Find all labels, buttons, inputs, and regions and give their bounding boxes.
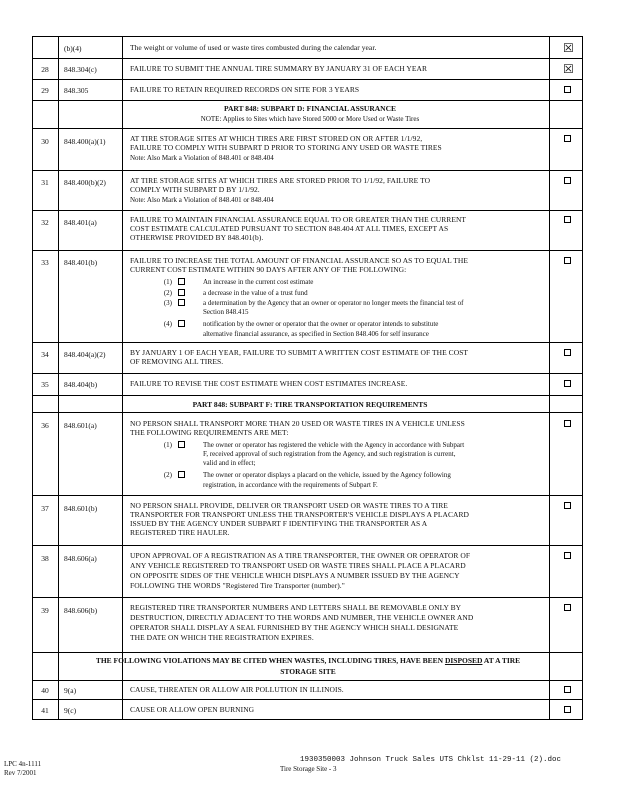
subitem-number: (3): [163, 299, 172, 307]
row-checkbox[interactable]: [564, 502, 571, 509]
part-d-title: PART 848: SUBPART D: FINANCIAL ASSURANCE: [223, 104, 397, 113]
row-text: REGISTERED TIRE HAULER.: [130, 528, 230, 537]
part-f-title: PART 848: SUBPART F: TIRE TRANSPORTATION REQUIREMENTS: [192, 400, 428, 409]
row-text: OTHERWISE PROVIDED BY 848.401(b).: [130, 233, 264, 242]
row-section: 848.606(a): [64, 554, 97, 563]
row-section: 848.400(b)(2): [64, 178, 106, 187]
row-note: Note: Also Mark a Violation of 848.401 or 848.404: [130, 196, 274, 204]
subitem-text: F, received approval of such registration from the Agency, and such registration is current,: [203, 450, 456, 458]
grid-line-num: [58, 36, 59, 719]
row-section: 848.606(b): [64, 606, 98, 615]
row-number: 38: [41, 554, 49, 563]
row-checkbox[interactable]: [564, 135, 571, 142]
row-number: 28: [41, 65, 49, 74]
row-section: 9(c): [64, 706, 77, 715]
row-text: NO PERSON SHALL PROVIDE, DELIVER OR TRANSPORT USED OR WASTE TIRES TO A TIRE: [130, 501, 448, 510]
row-number: 35: [41, 380, 49, 389]
subitem-text: registration, in accordance with the requirements of Subpart F.: [203, 481, 378, 489]
subitem-number: (1): [163, 441, 172, 449]
row-section: 848.401(b): [64, 258, 98, 267]
row-checkbox[interactable]: [564, 349, 571, 356]
footer-form-id: LPC 4n-1111: [4, 760, 42, 768]
subitem-text: Section 848.415: [203, 308, 249, 316]
row-number: 32: [41, 218, 49, 227]
subitem-text: valid and in effect;: [203, 459, 256, 467]
row-section: 848.601(a): [64, 421, 97, 430]
row-text: FOLLOWING THE WORDS "Registered Tire Transporter (number).": [130, 581, 345, 590]
row-text: FAILURE TO MAINTAIN FINANCIAL ASSURANCE EQUAL TO OR GREATER THAN THE CURRENT: [130, 215, 467, 224]
row-checkbox[interactable]: [564, 380, 571, 387]
row-section: 848.304(c): [64, 65, 97, 74]
row-text: The weight or volume of used or waste tires combusted during the calendar year.: [130, 43, 377, 52]
row-text: COST ESTIMATE CALCULATED PURSUANT TO SECTION 848.404 AT ALL TIMES, EXCEPT AS: [130, 224, 449, 233]
row-text: THE FOLLOWING REQUIREMENTS ARE MET:: [130, 428, 289, 437]
row-text: ISSUED BY THE AGENCY UNDER SUBPART F IDENTIFYING THE TRANSPORTER AS A: [130, 519, 428, 528]
footer-page-label: Tire Storage Site - 3: [280, 765, 337, 773]
row-text: AT TIRE STORAGE SITES AT WHICH TIRES ARE STORED PRIOR TO 1/1/92, FAILURE TO: [130, 176, 431, 185]
subitem-checkbox[interactable]: [178, 278, 185, 285]
disposed-header-line2: STORAGE SITE: [280, 667, 336, 676]
subitem-number: (2): [163, 289, 172, 297]
row-number: 30: [41, 137, 49, 146]
row-checkbox[interactable]: [564, 552, 571, 559]
row-section: (b)(4): [64, 44, 82, 53]
row-text: NO PERSON SHALL TRANSPORT MORE THAN 20 USED OR WASTE TIRES IN A VEHICLE UNLESS: [130, 419, 465, 428]
row-text: FAILURE TO INCREASE THE TOTAL AMOUNT OF FINANCIAL ASSURANCE SO AS TO EQUAL THE: [130, 256, 468, 265]
row-checkbox[interactable]: [564, 706, 571, 713]
row-text: FAILURE TO SUBMIT THE ANNUAL TIRE SUMMARY BY JANUARY 31 OF EACH YEAR: [130, 64, 428, 73]
row-number: 33: [41, 258, 49, 267]
row-text: THE DATE ON WHICH THE REGISTRATION EXPIRES.: [130, 633, 314, 642]
row-text: TRANSPORTER FOR TRANSPORT UNLESS THE TRANSPORTER'S VEHICLE DISPLAYS A PLACARD: [130, 510, 469, 519]
subitem-text: a determination by the Agency that an owner or operator no longer meets the financial test of: [203, 299, 464, 307]
row-text: CAUSE OR ALLOW OPEN BURNING: [130, 705, 255, 714]
subitem-number: (4): [163, 320, 172, 328]
row-text: OPERATOR SHALL DISPLAY A SEAL FURNISHED BY THE AGENCY WHICH SHALL DESIGNATE: [130, 623, 459, 632]
row-section: 848.404(a)(2): [64, 350, 106, 359]
subitem-text: a decrease in the value of a trust fund: [203, 289, 308, 297]
row-section: 848.401(a): [64, 218, 97, 227]
disposed-header: THE FOLLOWING VIOLATIONS MAY BE CITED WHEN WASTES, INCLUDING TIRES, HAVE BEEN DISPOSED AT A TIRE: [95, 656, 521, 665]
row-text: OF REMOVING ALL TIRES.: [130, 357, 224, 366]
grid-line-sec: [122, 36, 123, 719]
subitem-checkbox[interactable]: [178, 471, 185, 478]
row-section: 848.601(b): [64, 504, 98, 513]
subitem-checkbox[interactable]: [178, 320, 185, 327]
footer-stamp: 1930350003 Johnson Truck Sales UTS Chklst 11-29-11 (2).doc: [300, 756, 562, 764]
row-number: 31: [41, 178, 49, 187]
subitem-text: notification by the owner or operator that the owner or operator intends to substitute: [203, 320, 439, 328]
row-text: ANY VEHICLE REGISTERED TO TRANSPORT USED OR WASTE TIRES SHALL PLACE A PLACARD: [130, 561, 466, 570]
subitem-text: The owner or operator has registered the vehicle with the Agency in accordance with Subpart: [203, 441, 465, 449]
row-text: FAILURE TO REVISE THE COST ESTIMATE WHEN COST ESTIMATES INCREASE.: [130, 379, 408, 388]
subitem-text: alternative financial assurance, as specified in Section 848.406 for self insurance: [203, 330, 429, 338]
row-text: CAUSE, THREATEN OR ALLOW AIR POLLUTION IN ILLINOIS.: [130, 685, 344, 694]
row-text: FAILURE TO RETAIN REQUIRED RECORDS ON SITE FOR 3 YEARS: [130, 85, 360, 94]
grid-line-right: [582, 36, 583, 719]
row-text: COMPLY WITH SUBPART D BY 1/1/92.: [130, 185, 260, 194]
subitem-checkbox[interactable]: [178, 299, 185, 306]
subitem-checkbox[interactable]: [178, 289, 185, 296]
row-number: 29: [41, 86, 49, 95]
row-section: 848.404(b): [64, 380, 98, 389]
row-number: 34: [41, 350, 49, 359]
row-checkbox[interactable]: ☒: [563, 62, 574, 76]
row-text: UPON APPROVAL OF A REGISTRATION AS A TIRE TRANSPORTER, THE OWNER OR OPERATOR OF: [130, 551, 471, 560]
footer-revision: Rev 7/2001: [4, 769, 37, 777]
subitem-text: The owner or operator displays a placard on the vehicle, issued by the Agency following: [203, 471, 451, 479]
row-text: FAILURE TO COMPLY WITH SUBPART D PRIOR TO STORING ANY USED OR WASTE TIRES: [130, 143, 442, 152]
row-checkbox[interactable]: [564, 420, 571, 427]
row-text: AT TIRE STORAGE SITES AT WHICH TIRES ARE FIRST STORED ON OR AFTER 1/1/92,: [130, 134, 423, 143]
row-checkbox[interactable]: [564, 686, 571, 693]
row-checkbox[interactable]: [564, 216, 571, 223]
row-number: 36: [41, 421, 49, 430]
row-text: DESTRUCTION, DIRECTLY ADJACENT TO THE WORDS AND NUMBER, THE VEHICLE OWNER AND: [130, 613, 474, 622]
subitem-number: (1): [163, 278, 172, 286]
row-checkbox[interactable]: [564, 177, 571, 184]
row-note: Note: Also Mark a Violation of 848.401 or 848.404: [130, 154, 274, 162]
part-d-note: NOTE: Applies to Sites which have Stored 5000 or More Used or Waste Tires: [200, 115, 420, 123]
subitem-number: (2): [163, 471, 172, 479]
grid-line-check: [549, 36, 550, 719]
row-checkbox[interactable]: ☒: [563, 41, 574, 55]
row-checkbox[interactable]: [564, 604, 571, 611]
row-text: CURRENT COST ESTIMATE WITHIN 90 DAYS AFTER ANY OF THE FOLLOWING:: [130, 265, 407, 274]
row-text: BY JANUARY 1 OF EACH YEAR, FAILURE TO SUBMIT A WRITTEN COST ESTIMATE OF THE COST: [130, 348, 469, 357]
row-number: 40: [41, 686, 49, 695]
row-text: REGISTERED TIRE TRANSPORTER NUMBERS AND LETTERS SHALL BE REMOVABLE ONLY BY: [130, 603, 462, 612]
row-section: 848.400(a)(1): [64, 137, 106, 146]
row-section: 848.305: [64, 86, 89, 95]
row-text: ON OPPOSITE SIDES OF THE VEHICLE WHICH DISPLAYS A NUMBER ISSUED BY THE AGENCY: [130, 571, 460, 580]
row-number: 37: [41, 504, 49, 513]
row-number: 41: [41, 706, 49, 715]
row-section: 9(a): [64, 686, 77, 695]
subitem-text: An increase in the current cost estimate: [203, 278, 314, 286]
row-checkbox[interactable]: [564, 257, 571, 264]
row-number: 39: [41, 606, 49, 615]
row-checkbox[interactable]: [564, 86, 571, 93]
subitem-checkbox[interactable]: [178, 441, 185, 448]
